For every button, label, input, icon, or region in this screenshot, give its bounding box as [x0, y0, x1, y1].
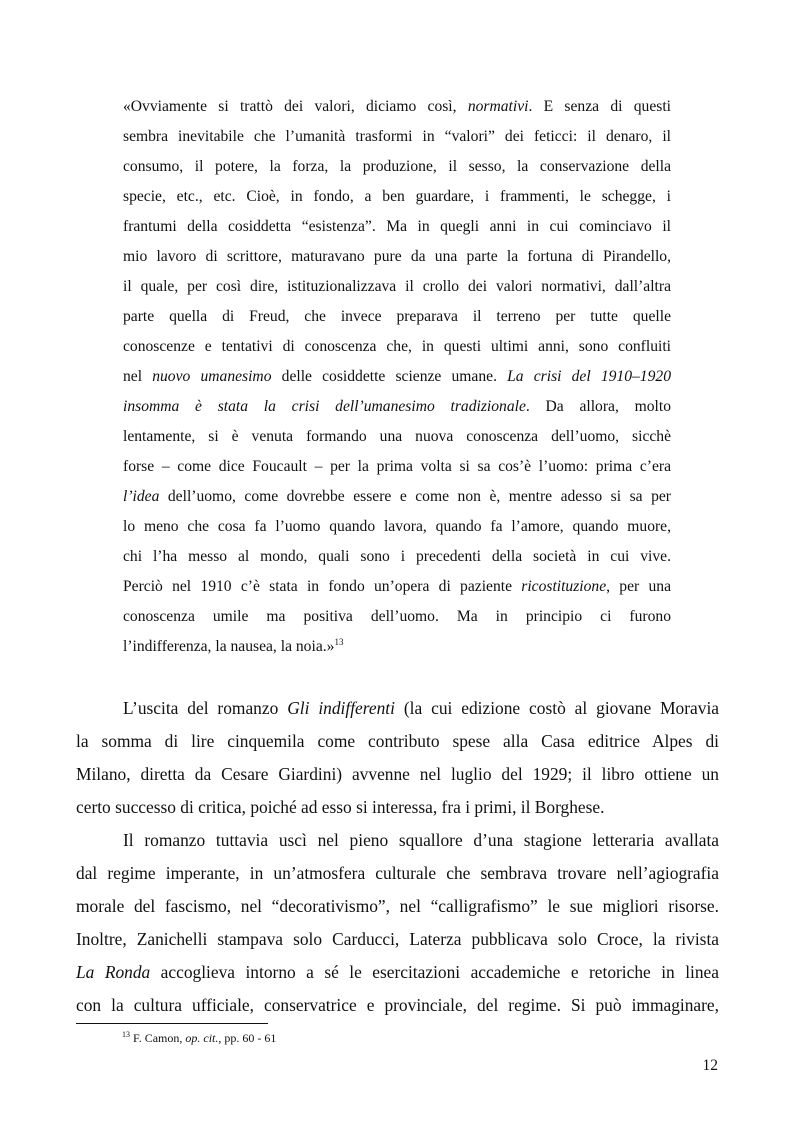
quote-line: chi l’ha messo al mondo, quali sono i precedenti della società in cui vive.: [123, 548, 671, 565]
quote-line: sembra inevitabile che l’umanità trasformi in “valori” dei feticci: il denaro, il: [123, 128, 671, 145]
block-quote: [123, 92, 671, 662]
paragraph-line: la somma di lire cinquemila come contributo spese alla Casa editrice Alpes di: [76, 731, 719, 751]
quote-line: lo meno che cosa fa l’uomo quando lavora, quando fa l’amore, quando muore,: [123, 518, 671, 535]
body-text: [76, 692, 719, 1022]
paragraph-line: con la cultura ufficiale, conservatrice e provinciale, del regime. Si può immaginare,: [76, 995, 719, 1015]
paragraph-line: Inoltre, Zanichelli stampava solo Carducci, Laterza pubblicava solo Croce, la rivista: [76, 929, 719, 949]
quote-line: forse – come dice Foucault – per la prima volta si sa cos’è l’uomo: prima c’era: [123, 458, 671, 475]
page-number: 12: [702, 1057, 718, 1074]
footnote-separator: [76, 1023, 268, 1024]
quote-line: nel nuovo umanesimo delle cosiddette scienze umane. La crisi del 1910–1920: [123, 368, 671, 385]
quote-line: consumo, il potere, la forza, la produzione, il sesso, la conservazione della: [123, 158, 671, 175]
paragraph-line: Il romanzo tuttavia uscì nel pieno squallore d’una stagione letteraria avallata: [123, 830, 719, 850]
footnote-pages: , pp. 60 - 61: [218, 1031, 277, 1045]
footnote: [122, 1030, 276, 1046]
paragraph-line: dal regime imperante, in un’atmosfera culturale che sembrava trovare nell’agiografia: [76, 863, 719, 883]
quote-line: conoscenze e tentativi di conoscenza che, in questi ultimi anni, sono confluiti: [123, 338, 671, 355]
quote-line: parte quella di Freud, che invece preparava il terreno per tutte quelle: [123, 308, 671, 325]
quote-line: frantumi della cosiddetta “esistenza”. Ma in quegli anni in cui cominciavo il: [123, 218, 671, 235]
footnote-reference[interactable]: 13: [334, 637, 344, 647]
quote-line: insomma è stata la crisi dell’umanesimo tradizionale. Da allora, molto: [123, 398, 671, 415]
paragraph: [76, 692, 719, 824]
paragraph-line: morale del fascismo, nel “decorativismo”, nel “calligrafismo” le sue migliori risorse.: [76, 896, 719, 916]
quote-line: l’idea dell’uomo, come dovrebbe essere e come non è, mentre adesso si sa per: [123, 488, 671, 505]
quote-line: l’indifferenza, la nausea, la noia.»$^{13}$: [123, 637, 344, 655]
quote-line: specie, etc., etc. Cioè, in fondo, a ben guardare, i frammenti, le schegge, i: [123, 188, 671, 205]
quote-line: lentamente, si è venuta formando una nuova conoscenza dell’uomo, sicchè: [123, 428, 671, 445]
quote-line: Perciò nel 1910 c’è stata in fondo un’opera di paziente ricostituzione, per una: [123, 578, 671, 595]
quote-line: mio lavoro di scrittore, maturavano pure da una parte la fortuna di Pirandello,: [123, 248, 671, 265]
footnote-author: F. Camon,: [133, 1031, 186, 1045]
footnote-number: 13: [122, 1030, 130, 1039]
quote-line: «Ovviamente si trattò dei valori, diciamo così, normativi. E senza di questi: [123, 98, 671, 115]
paragraph-line: Milano, diretta da Cesare Giardini) avvenne nel luglio del 1929; il libro ottiene un: [76, 764, 719, 784]
quote-line: conoscenza umile ma positiva dell’uomo. Ma in principio ci furono: [123, 608, 671, 625]
footnote-work: op. cit.: [185, 1031, 219, 1045]
paragraph-line: certo successo di critica, poiché ad esso si interessa, fra i primi, il Borghese.: [76, 797, 605, 817]
quote-line: il quale, per così dire, istituzionalizzava il crollo dei valori normativi, dall’altra: [123, 278, 671, 295]
paragraph-line: L’uscita del romanzo Gli indifferenti (la cui edizione costò al giovane Moravia: [123, 698, 719, 718]
paragraph: [76, 824, 719, 1022]
paragraph-line: La Ronda accoglieva intorno a sé le esercitazioni accademiche e retoriche in linea: [76, 962, 719, 982]
